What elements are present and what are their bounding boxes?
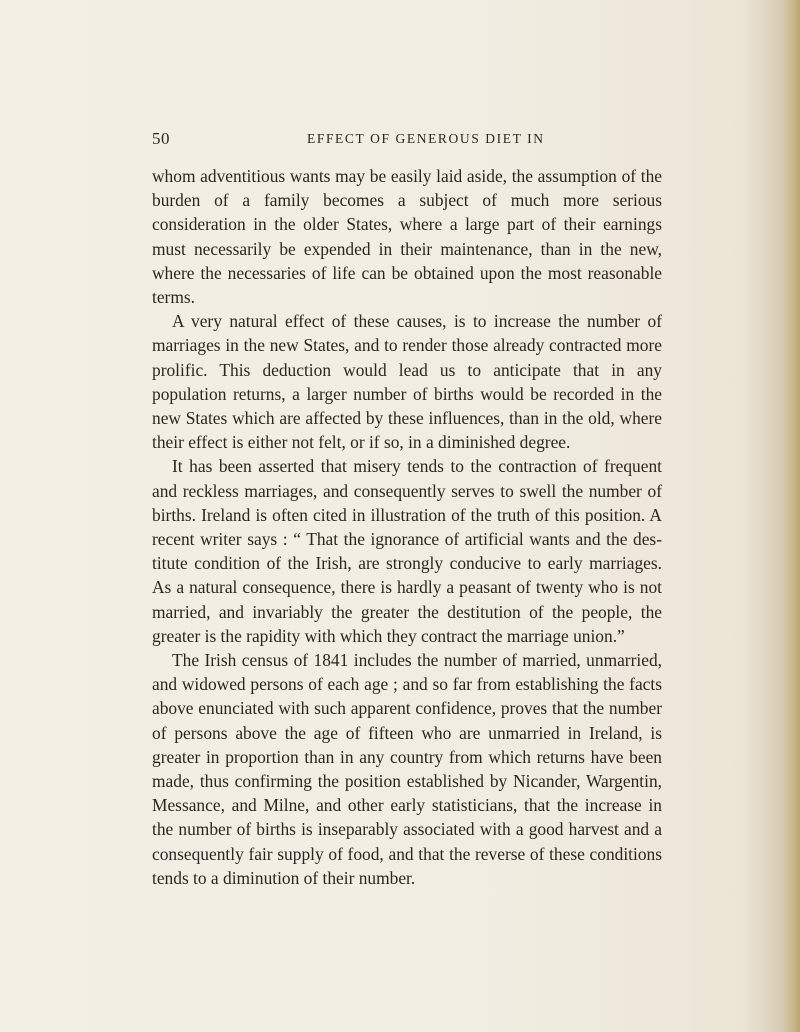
paragraph-continuation: whom adventitious wants may be easily laid aside, the assumption of the burden of a family becomes a subject of much more serious consideration in the older States, where a large part of their earnings must necessarily be expended in their maintenance, than in the new, where the necessaries of life can be obtained upon the most reasonable terms.: [152, 166, 662, 308]
paragraph: It has been asserted that misery tends to the contraction of frequent and reckless marriages, and consequently serves to swell the number of births. Ireland is often cited in illustration of the truth of this position. A recent writer says : “ That the ignorance of artificial wants and the destitute condition of the Irish, are strongly conducive to early marriages. As a natural consequence, there is hardly a peasant of twenty who is not married, and invariably the greater the destitution of the people, the greater is the rapidity with which they contract the marriage union.”: [152, 456, 662, 646]
paragraph: The Irish census of 1841 includes the number of married, unmarried, and widowed persons of each age ; and so far from establishing the facts above enunciated with such apparent confidence, proves that the number of persons above the age of fifteen who are unmarried in Ireland, is greater in proportion than in any country from which returns have been made, thus confirming the position established by Nicander, Wargentin, Messance, and Milne, and other early statisticians, that the increase in the number of births is inseparably associated with a good harvest and a consequently fair supply of food, and that the reverse of these conditions tends to a diminution of their number.: [152, 650, 662, 888]
body-text: [152, 164, 662, 890]
running-head: EFFECT OF GENEROUS DIET IN: [307, 131, 545, 146]
paragraph: A very natural effect of these causes, is to increase the number of marriages in the new States, and to render those already contracted more prolific. This deduction would lead us to anticipate that in any population returns, a larger number of births would be recorded in the new States which are affected by these influences, than in the old, where their effect is either not felt, or if so, in a diminished degree.: [152, 311, 662, 453]
page-number: 50: [152, 129, 170, 148]
page-edge-shadow: [782, 0, 800, 1032]
page-header: [152, 128, 672, 150]
